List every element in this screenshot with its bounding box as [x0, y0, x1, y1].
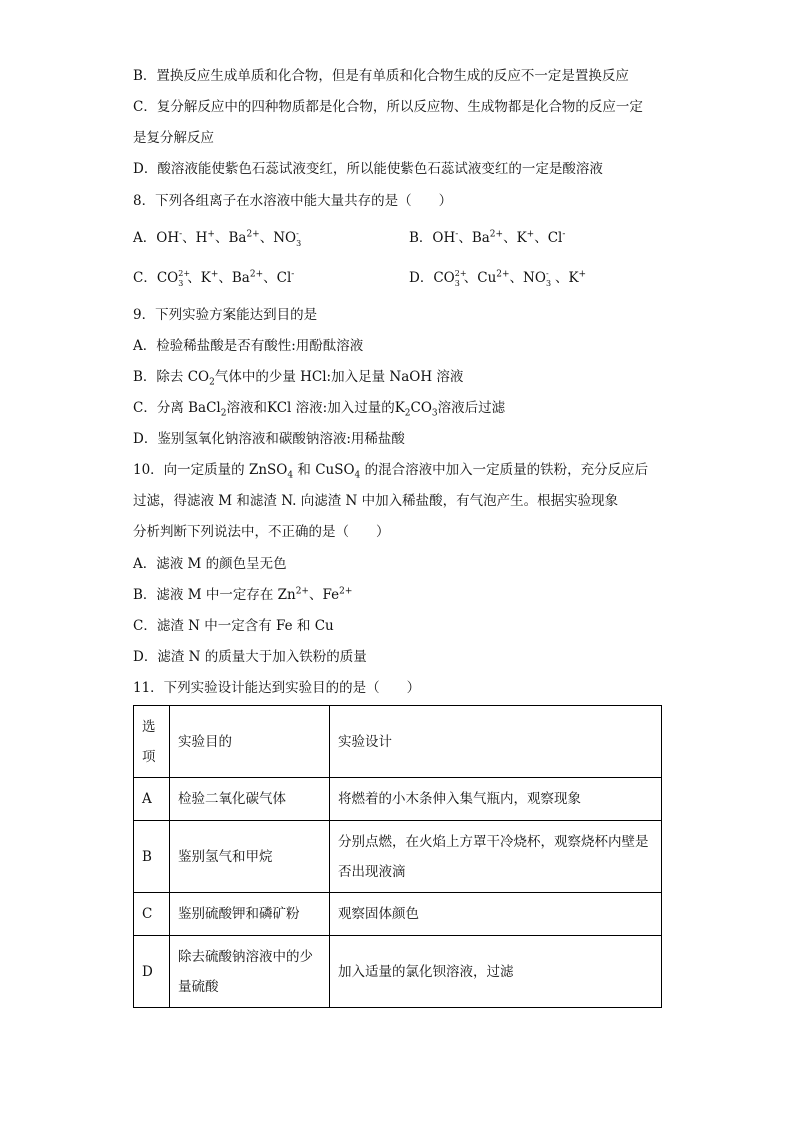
q11-table: [133, 705, 662, 1008]
q10-option-c: C．滤渣 N 中一定含有 Fe 和 Cu: [133, 618, 334, 634]
q7-option-c-line1: C．复分解反应中的四种物质都是化合物，所以反应物、生成物都是化合物的反应一定: [133, 99, 643, 115]
q11-stem: 11．下列实验设计能达到实验目的的是（ ）: [133, 680, 421, 696]
q10-option-b: B．滤液 M 中一定存在 $Zn^{2+}$、$Fe^{2+}$: [133, 586, 353, 603]
row-design: 加入适量的氯化钡溶液，过滤: [330, 936, 662, 1008]
row-option: C: [134, 893, 170, 936]
q7-option-d: D．酸溶液能使紫色石蕊试液变红，所以能使紫色石蕊试液变红的一定是酸溶液: [133, 161, 603, 177]
table-row: [134, 778, 662, 821]
q9-option-d: D．鉴别氢氧化钠溶液和碳酸钠溶液:用稀盐酸: [133, 431, 405, 447]
row-option: A: [134, 778, 170, 821]
q9-option-c: C．分离 BaCl$_2$溶液和KCl 溶液:加入过量的$K_2CO_3$溶液后过滤: [133, 400, 506, 419]
row-design: 分别点燃，在火焰上方罩干冷烧杯，观察烧杯内壁是否出现液滴: [330, 821, 662, 893]
row-purpose: 鉴别硫酸钾和磷矿粉: [170, 893, 330, 936]
q8-stem: 8．下列各组离子在水溶液中能大量共存的是（ ）: [133, 193, 453, 209]
q10-stem-line3: 分析判断下列说法中，不正确的是（ ）: [133, 524, 390, 540]
table-row: [134, 936, 662, 1008]
q10-stem-line1: 10．向一定质量的 ZnSO$_4$ 和 CuSO$_4$ 的混合溶液中加入一定质量的铁粉，充分反应后: [133, 462, 649, 481]
table-header-row: [134, 706, 662, 778]
table-row: [134, 821, 662, 893]
row-purpose: 除去硫酸钠溶液中的少量硫酸: [170, 936, 330, 1008]
row-purpose: 检验二氧化碳气体: [170, 778, 330, 821]
row-purpose: 鉴别氢气和甲烷: [170, 821, 330, 893]
q8-option-b: B．OH-、$Ba^{2+}$、K+、Cl-: [409, 229, 566, 246]
q8-option-d: D．CO 2+ 3 、$Cu^{2+}$、NO - 3 、K+: [409, 269, 587, 288]
q9-option-a: A．检验稀盐酸是否有酸性:用酚酞溶液: [133, 338, 364, 354]
header-design: 实验设计: [330, 706, 662, 778]
row-option: B: [134, 821, 170, 893]
q9-stem: 9．下列实验方案能达到目的是: [133, 307, 318, 323]
header-option: 选项: [134, 706, 170, 778]
row-option: D: [134, 936, 170, 1008]
q10-option-d: D．滤渣 N 的质量大于加入铁粉的质量: [133, 649, 367, 665]
header-purpose: 实验目的: [170, 706, 330, 778]
q7-option-c-line2: 是复分解反应: [133, 130, 214, 146]
q8-option-a: A．OH-、H+、$Ba^{2+}$、NO - 3: [133, 229, 302, 248]
q10-option-a: A．滤液 M 的颜色呈无色: [133, 556, 287, 572]
row-design: 观察固体颜色: [330, 893, 662, 936]
row-design: 将燃着的小木条伸入集气瓶内，观察现象: [330, 778, 662, 821]
q8-option-c: C．CO 2+ 3 、K+、$Ba^{2+}$、Cl-: [133, 269, 295, 288]
q7-option-b: B．置换反应生成单质和化合物，但是有单质和化合物生成的反应不一定是置换反应: [133, 68, 629, 84]
q10-stem-line2: 过滤，得滤液 M 和滤渣 N. 向滤渣 N 中加入稀盐酸，有气泡产生。根据实验现象: [133, 493, 619, 509]
q9-option-b: B．除去 $CO_2$气体中的少量 HCl:加入足量 NaOH 溶液: [133, 369, 464, 388]
table-row: [134, 893, 662, 936]
